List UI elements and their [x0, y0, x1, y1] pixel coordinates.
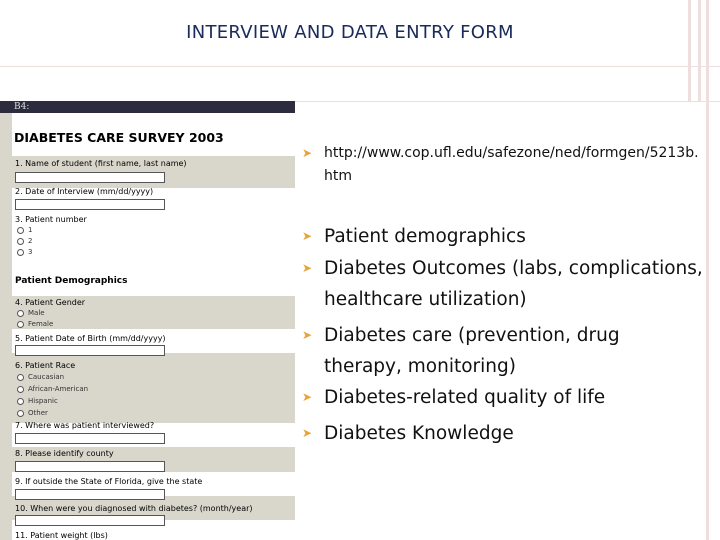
radio-button[interactable]: [17, 398, 24, 405]
option-label: 3: [28, 248, 33, 256]
right-arrowhead-icon: ➤: [302, 229, 313, 243]
list-item-text: Patient demographics: [324, 226, 526, 247]
radio-button[interactable]: [17, 310, 24, 317]
radio-option[interactable]: [17, 320, 53, 328]
radio-button[interactable]: [17, 410, 24, 417]
birth-date-input[interactable]: [15, 345, 165, 356]
slide-title: INTERVIEW AND DATA ENTRY FORM: [186, 22, 514, 43]
option-label: 2: [28, 237, 33, 245]
interview-date-input[interactable]: [15, 199, 165, 210]
decorative-bar: [688, 0, 691, 102]
right-arrowhead-icon: ➤: [302, 328, 313, 342]
radio-option[interactable]: [17, 397, 58, 405]
right-arrowhead-icon: ➤: [302, 146, 313, 160]
diagnosis-date-input[interactable]: [15, 515, 165, 526]
radio-option[interactable]: [17, 237, 32, 245]
question-label: 11. Patient weight (lbs): [15, 531, 108, 540]
list-item-text: Diabetes Outcomes (labs, complications, healthcare utilization): [324, 258, 703, 310]
question-label: 8. Please identify county: [15, 449, 114, 458]
radio-button[interactable]: [17, 386, 24, 393]
list-item-text: Diabetes Knowledge: [324, 423, 514, 444]
radio-button[interactable]: [17, 321, 24, 328]
right-arrowhead-icon: ➤: [302, 390, 313, 404]
radio-option[interactable]: [17, 373, 64, 381]
question-label: 1. Name of student (first name, last name): [15, 159, 187, 168]
question-label: 5. Patient Date of Birth (mm/dd/yyyy): [15, 334, 166, 343]
list-item-text: Diabetes-related quality of life: [324, 387, 606, 408]
radio-option[interactable]: [17, 385, 88, 393]
list-item: [302, 382, 709, 413]
radio-option[interactable]: [17, 226, 32, 234]
radio-button[interactable]: [17, 227, 24, 234]
radio-button[interactable]: [17, 374, 24, 381]
question-label: 3. Patient number: [15, 215, 87, 224]
option-label: Hispanic: [28, 397, 58, 405]
form-toolbar: [0, 101, 295, 113]
list-item: [302, 253, 709, 315]
radio-option[interactable]: [17, 409, 48, 417]
decorative-line: [0, 66, 720, 67]
radio-button[interactable]: [17, 249, 24, 256]
list-item: [302, 418, 709, 449]
form-title: DIABETES CARE SURVEY 2003: [14, 130, 224, 145]
state-input[interactable]: [15, 489, 165, 500]
option-label: 1: [28, 226, 33, 234]
decorative-bar: [698, 0, 701, 102]
option-label: African-American: [28, 385, 89, 393]
right-arrowhead-icon: ➤: [302, 426, 313, 440]
county-input[interactable]: [15, 461, 165, 472]
student-name-input[interactable]: [15, 172, 165, 183]
question-label: 9. If outside the State of Florida, give the state: [15, 477, 203, 486]
question-label: 2. Date of Interview (mm/dd/yyyy): [15, 187, 154, 196]
option-label: Male: [28, 309, 45, 317]
question-label: 7. Where was patient interviewed?: [15, 421, 155, 430]
link-item: [302, 142, 700, 188]
radio-option[interactable]: [17, 248, 32, 256]
right-arrowhead-icon: ➤: [302, 261, 313, 275]
radio-button[interactable]: [17, 238, 24, 245]
question-label: 4. Patient Gender: [15, 298, 86, 307]
question-label: 10. When were you diagnosed with diabetes? (month/year): [15, 504, 253, 513]
form-toolbar-label: B4:: [14, 102, 30, 112]
section-heading: Patient Demographics: [15, 276, 128, 286]
option-label: Caucasian: [28, 373, 65, 381]
radio-option[interactable]: [17, 309, 45, 317]
option-label: Female: [28, 320, 54, 328]
list-item: [302, 221, 709, 252]
interview-location-input[interactable]: [15, 433, 165, 444]
question-label: 6. Patient Race: [15, 361, 76, 370]
list-item-text: Diabetes care (prevention, drug therapy, monitoring): [324, 325, 620, 377]
form-url-link[interactable]: http://www.cop.ufl.edu/safezone/ned/formgen/5213b.htm: [324, 145, 699, 184]
list-item: [302, 320, 654, 382]
option-label: Other: [28, 409, 48, 417]
